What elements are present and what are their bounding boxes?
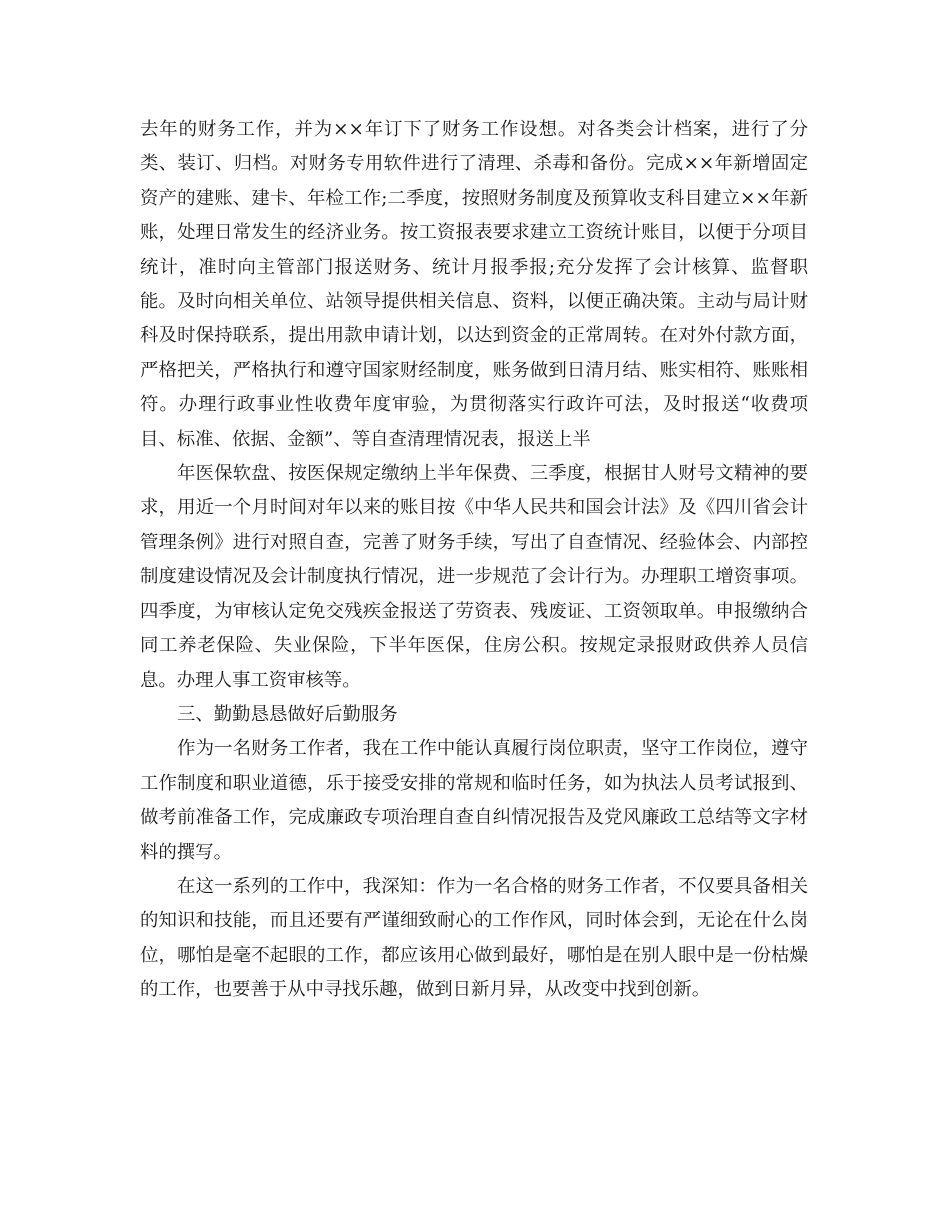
paragraph-medical-insurance-and-audit: 年医保软盘、按医保规定缴纳上半年保费、三季度，根据甘人财号文精神的要求，用近一个月时间对年以来的账目按《中华人民共和国会计法》及《四川省会计管理条例》进行对照自查，完善了财务手续，写出了自查情况、经验体会、内部控制度建设情况及会计制度执行情况，进一步规范了会计行为。办理职工增资事项。四季度，为审核认定免交残疾金报送了劳资表、残废证、工资领取单。申报缴纳合同工养老保险、失业保险，下半年医保，住房公积。按规定录报财政供养人员信息。办理人事工资审核等。: [140, 463, 808, 691]
paragraph-finance-work-first-half: 去年的财务工作，并为××年订下了财务工作设想。对各类会计档案，进行了分类、装订、归档。对财务专用软件进行了清理、杀毒和备份。完成××年新增固定资产的建账、建卡、年检工作;二季度，按照财务制度及预算收支科目建立××年新账，处理日常发生的经济业务。按工资报表要求建立工资统计账目，以便于分项目统计，准时向主管部门报送财务、统计月报季报;充分发挥了会计核算、监督职能。及时向相关单位、站领导提供相关信息、资料，以便正确决策。主动与局计财科及时保持联系，提出用款申请计划，以达到资金的正常周转。在对外付款方面，严格把关，严格执行和遵守国家财经制度，账务做到日清月结、账实相符、账账相符。办理行政事业性收费年度审验，为贯彻落实行政许可法，及时报送“收费项目、标准、依据、金额”、等自查清理情况表，报送上半: [140, 119, 808, 450]
paragraph-reflection: 在这一系列的工作中，我深知：作为一名合格的财务工作者，不仅要具备相关的知识和技能，而且还要有严谨细致耐心的工作作风，同时体会到，无论在什么岗位，哪怕是毫不起眼的工作，都应该用心做到最好，哪怕是在别人眼中是一份枯燥的工作，也要善于从中寻找乐趣，做到日新月异，从改变中找到创新。: [140, 875, 808, 1001]
section-heading-logistics-service: 三、勤勤恳恳做好后勤服务: [177, 703, 398, 725]
paragraph-job-duties: 作为一名财务工作者，我在工作中能认真履行岗位职责，坚守工作岗位，遵守工作制度和职业道德，乐于接受安排的常规和临时任务，如为执法人员考试报到、做考前准备工作，完成廉政专项治理自查自纠情况报告及党风廉政工总结等文字材料的撰写。: [140, 738, 808, 863]
document-page: [140, 113, 808, 1008]
